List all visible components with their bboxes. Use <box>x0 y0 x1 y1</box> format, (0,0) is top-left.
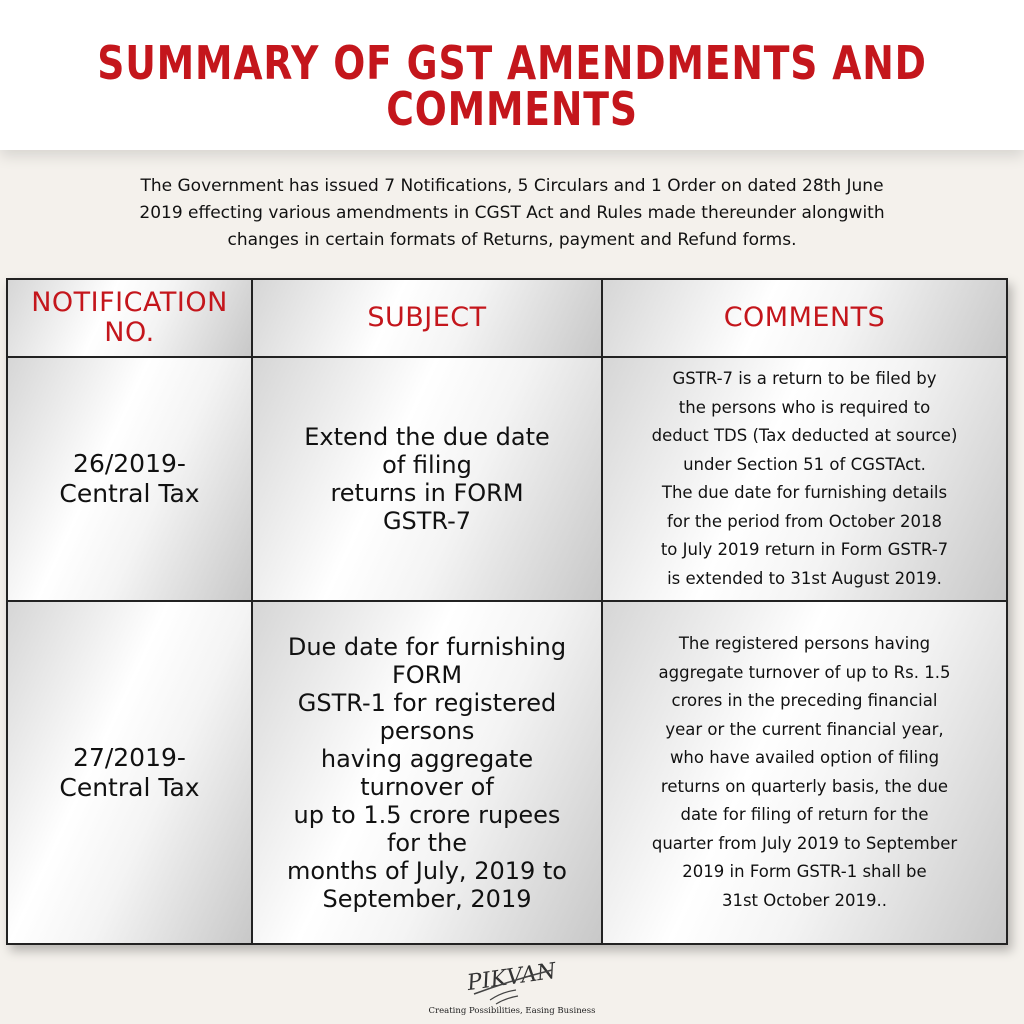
row2-subject-line-1: Due date for furnishing <box>287 632 567 661</box>
table-row-1-notification <box>8 358 253 602</box>
header-subject-label: SUBJECT <box>367 302 487 333</box>
header-notification-line-2: NO. <box>104 317 155 348</box>
title-line-2: COMMENTS <box>386 82 638 136</box>
row1-comment-line-1: GSTR-7 is a return to be filed by <box>672 369 937 388</box>
row2-subject-line-4: persons <box>379 716 475 745</box>
header-subject <box>253 280 603 358</box>
row1-subject-line-2: of filing <box>382 451 472 479</box>
amendments-table <box>6 278 1008 945</box>
row2-comment-line-1: The registered persons having <box>678 634 931 653</box>
row2-comment-line-2: aggregate turnover of up to Rs. 1.5 <box>658 662 951 682</box>
row2-comment-line-5: who have availed option of filing <box>669 748 940 767</box>
row1-comment-line-7: to July 2019 return in Form GSTR-7 <box>660 540 949 559</box>
row1-comment-line-2: the persons who is required to <box>678 397 931 417</box>
intro-line-1: The Government has issued 7 Notifications, 5 Circulars and 1 Order on dated 28th June <box>140 176 884 196</box>
page-title <box>92 36 932 136</box>
header-notification-no <box>8 280 253 358</box>
row2-comment-line-7: date for filing of return for the <box>680 805 929 824</box>
row1-comment-line-4: under Section 51 of CGSTAct. <box>683 454 926 474</box>
row2-subject-line-3: GSTR-1 for registered <box>297 688 557 717</box>
table-row-1-comments <box>603 358 1006 602</box>
row2-comment-line-8: quarter from July 2019 to September <box>651 833 958 853</box>
logo-signature-text: PIKVAN <box>465 958 558 997</box>
table-row-2-subject <box>253 602 603 943</box>
row2-subject-line-5: having aggregate <box>320 744 534 773</box>
table-row-1-subject <box>253 358 603 602</box>
row2-subject-line-10: September, 2019 <box>322 884 532 913</box>
header-notification-line-1: NOTIFICATION <box>31 287 228 318</box>
header-comments-label: COMMENTS <box>723 302 886 333</box>
intro-paragraph <box>40 173 984 254</box>
row1-subject-line-3: returns in FORM <box>330 479 524 507</box>
header-comments <box>603 280 1006 358</box>
row1-notification-line-2: Central Tax <box>59 479 200 508</box>
row2-subject-line-2: FORM <box>391 660 463 689</box>
pikvan-logo <box>412 950 612 1022</box>
row2-subject-line-8: for the <box>386 828 467 857</box>
row2-subject-line-9: months of July, 2019 to <box>286 856 567 885</box>
row1-comment-line-6: for the period from October 2018 <box>667 511 942 531</box>
pikvan-logo-mark <box>412 950 612 1006</box>
row2-comment-line-10: 31st October 2019.. <box>721 890 888 910</box>
intro-line-2: 2019 effecting various amendments in CGST Act and Rules made thereunder alongwith <box>139 203 885 223</box>
row2-comment-line-9: 2019 in Form GSTR-1 shall be <box>682 862 927 881</box>
row2-subject-line-6: turnover of <box>360 772 494 801</box>
table-row-2-notification <box>8 602 253 943</box>
row2-comment-line-6: returns on quarterly basis, the due <box>660 776 949 796</box>
row1-comment-line-8: is extended to 31st August 2019. <box>667 568 942 588</box>
title-line-1: SUMMARY OF GST AMENDMENTS AND <box>97 36 927 90</box>
row1-comment-line-3: deduct TDS (Tax deducted at source) <box>651 426 958 445</box>
row2-comment-line-4: year or the current financial year, <box>665 719 944 739</box>
row2-subject-line-7: up to 1.5 crore rupees <box>293 800 561 829</box>
row1-notification-line-1: 26/2019- <box>73 449 186 478</box>
logo-tagline: Creating Possibilities, Easing Business <box>428 1006 596 1016</box>
intro-line-3: changes in certain formats of Returns, payment and Refund forms. <box>227 230 797 250</box>
row2-comment-line-3: crores in the preceding financial <box>671 691 938 710</box>
row1-comment-line-5: The due date for furnishing details <box>661 483 948 502</box>
row1-subject-line-1: Extend the due date <box>304 423 550 451</box>
row2-notification-line-1: 27/2019- <box>73 742 186 772</box>
row1-subject-line-4: GSTR-7 <box>382 507 472 535</box>
table-row-2-comments <box>603 602 1006 943</box>
row2-notification-line-2: Central Tax <box>59 772 200 802</box>
